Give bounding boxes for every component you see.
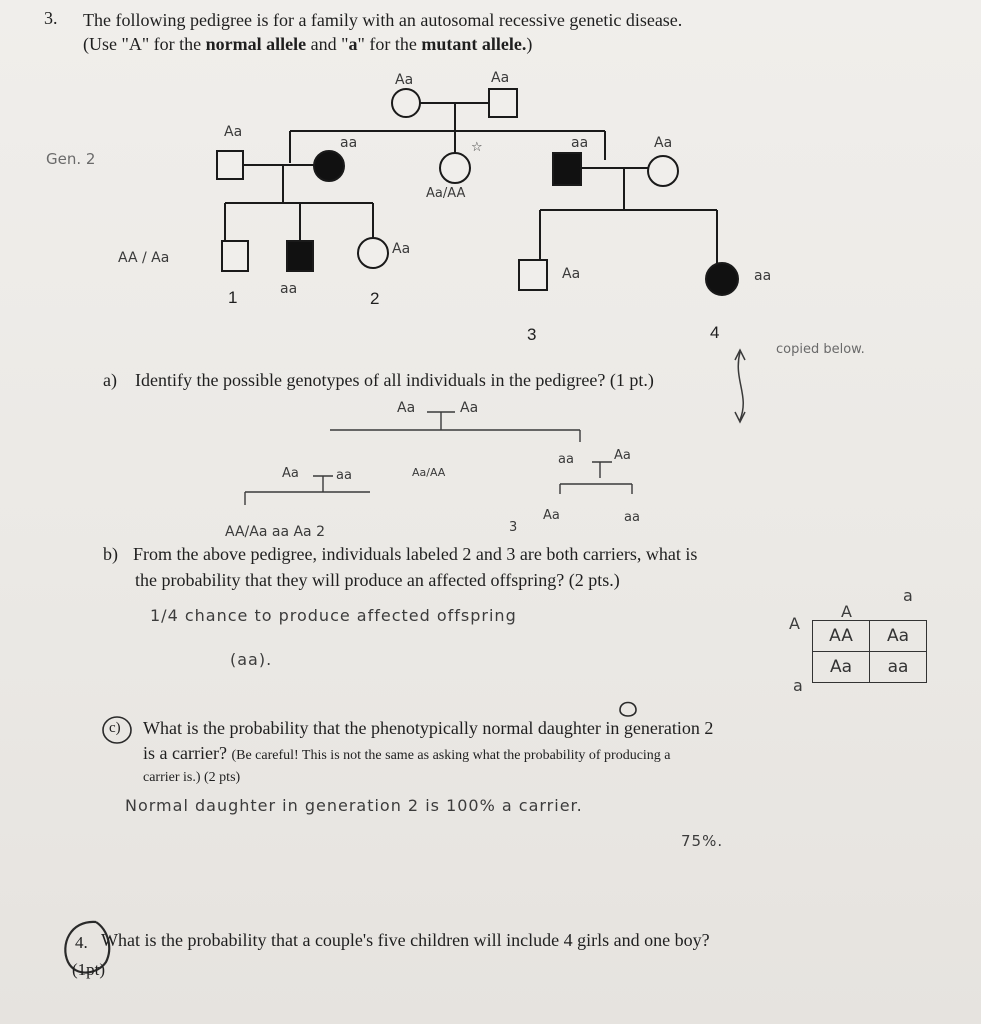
sketch-right-aa2: Aa <box>614 448 631 463</box>
part-c-label: c) <box>109 720 121 736</box>
gen3-individual3-symbol <box>519 260 547 290</box>
gen2-female-right-symbol <box>648 156 678 186</box>
copied-below-note: copied below. <box>776 342 865 357</box>
gen2-daughter-genotype: Aa/AA <box>426 186 466 201</box>
part-c-answer-line1: Normal daughter in generation 2 is 100% a carrier. <box>125 796 583 815</box>
part-b-answer-line2: (aa). <box>230 650 273 669</box>
question4-points: (1pt) <box>72 960 106 979</box>
gen1-female-genotype: Aa <box>395 72 414 88</box>
part-c-line2: is a carrier? (Be careful! This is not the same as asking what the probability of producing a <box>143 743 671 763</box>
sketch-child-aa: aa <box>624 510 640 525</box>
part-b-line1: From the above pedigree, individuals labeled 2 and 3 are both carriers, what is <box>133 544 698 564</box>
punnett-row-header-a: a <box>793 676 804 695</box>
gen1-male-genotype: Aa <box>491 70 510 86</box>
punnett-cell: Aa <box>870 621 927 652</box>
daughter-circle-mark <box>620 703 636 717</box>
question4-number: 4. <box>75 933 88 952</box>
gen3-affected-male-symbol <box>287 241 313 271</box>
gen3-individual1-symbol <box>222 241 248 271</box>
punnett-cell: Aa <box>813 652 870 683</box>
part-c-line3: carrier is.) (2 pts) <box>143 770 241 785</box>
punnett-cell: aa <box>870 652 927 683</box>
punnett-cell: AA <box>813 621 870 652</box>
copied-arrow <box>735 350 745 422</box>
part-b-label: b) <box>103 544 118 564</box>
gen2-normal-daughter-symbol <box>440 153 470 183</box>
sketch-mid-daughter: Aa/AA <box>412 466 446 479</box>
sketch-bottom-three: 3 <box>509 520 518 535</box>
gen2-affected-male-genotype: aa <box>571 135 589 151</box>
sketch-bottom-row: AA/Aa aa Aa 2 <box>225 524 325 540</box>
gen2-affected-male-symbol <box>553 153 581 185</box>
gen2-female-right-genotype: Aa <box>654 135 673 151</box>
sketch-pedigree <box>245 412 632 505</box>
part-c-answer-line2: 75%. <box>681 832 724 850</box>
gen1-female-symbol <box>392 89 420 117</box>
part-b-line2: the probability that they will produce an affected offspring? (2 pts.) <box>135 570 620 590</box>
gen2-affected-female-symbol <box>314 151 344 181</box>
punnett-col-header-A: A <box>841 602 853 621</box>
sketch-mid-aa: aa <box>336 468 352 483</box>
sketch-top-right: Aa <box>460 400 479 416</box>
individual-number-3: 3 <box>527 325 537 344</box>
gen2-label: Gen. 2 <box>46 150 96 168</box>
sketch-right-aa: aa <box>558 452 574 467</box>
sketch-top-left: Aa <box>397 400 416 416</box>
individual-number-1: 1 <box>228 288 238 307</box>
individual-number-2: 2 <box>370 289 380 308</box>
gen2-male-left-genotype: Aa <box>224 124 243 140</box>
gen2-daughter-star: ☆ <box>471 140 483 155</box>
sketch-mid-left: Aa <box>282 466 299 481</box>
gen2-male-left-symbol <box>217 151 243 179</box>
question3-intro-line1: The following pedigree is for a family with an autosomal recessive genetic disease. <box>83 10 683 30</box>
gen2-affected-female-genotype: aa <box>340 135 358 151</box>
punnett-row-header-A: A <box>789 614 801 633</box>
part-a-question: Identify the possible genotypes of all individuals in the pedigree? (1 pt.) <box>135 370 654 390</box>
punnett-square <box>812 620 927 683</box>
punnett-col-header-a: a <box>903 586 914 605</box>
part-b-answer-line1: 1/4 chance to produce affected offspring <box>150 606 517 625</box>
question4-text: What is the probability that a couple's five children will include 4 girls and one boy? <box>101 930 710 950</box>
individual-number-4: 4 <box>710 323 720 342</box>
gen3-affected-male-genotype: aa <box>280 281 298 297</box>
gen1-male-symbol <box>489 89 517 117</box>
part-c-line1: What is the probability that the phenotypically normal daughter in generation 2 <box>143 718 714 738</box>
gen3-ind2-genotype: Aa <box>392 241 411 257</box>
question3-number: 3. <box>44 8 58 28</box>
gen3-individual2-symbol <box>358 238 388 268</box>
gen3-individual4-symbol <box>706 263 738 295</box>
gen3-ind3-genotype: Aa <box>562 266 581 282</box>
gen3-ind4-genotype: aa <box>754 268 772 284</box>
sketch-child-aa2: Aa <box>543 508 560 523</box>
part-a-label: a) <box>103 370 117 390</box>
question3-intro-line2: (Use "A" for the normal allele and "a" for the mutant allele.) <box>83 34 533 54</box>
gen3-ind1-genotype: AA / Aa <box>118 250 170 266</box>
